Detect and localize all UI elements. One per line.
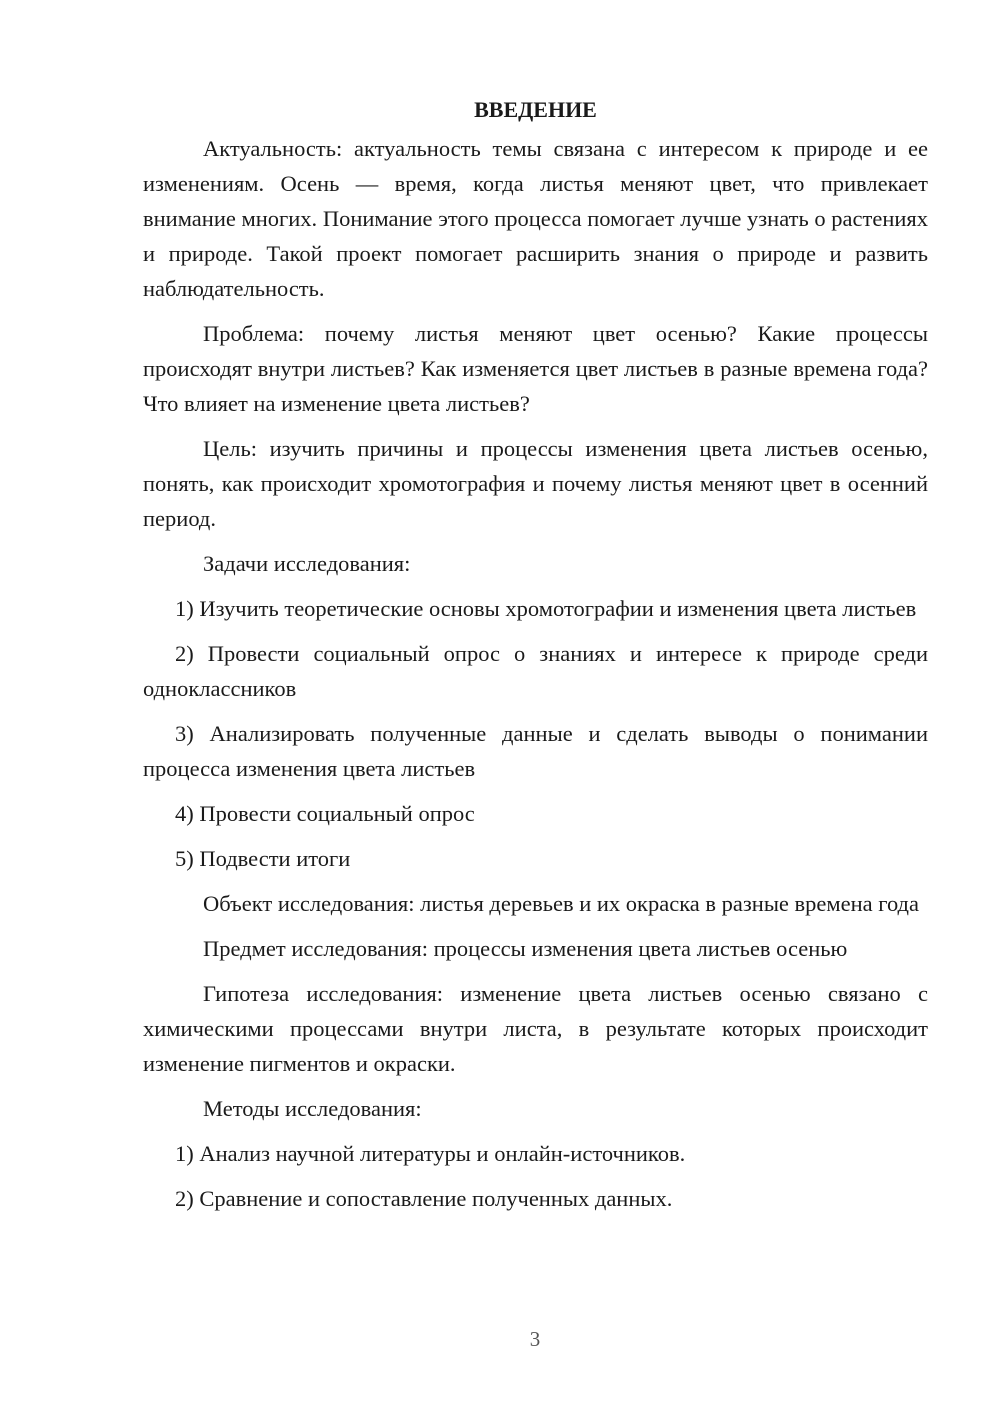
document-page	[143, 92, 928, 1226]
goal-paragraph: Цель: изучить причины и процессы изменения цвета листьев осенью, понять, как происходит хромотография и почему листья меняют цвет в осенний период.	[143, 436, 928, 531]
tasks-heading: Задачи исследования:	[203, 551, 411, 576]
task-item: 5) Подвести итоги	[175, 846, 351, 871]
task-item: 1) Изучить теоретические основы хромотографии и изменения цвета листьев	[175, 596, 917, 621]
object-paragraph: Объект исследования: листья деревьев и их окраска в разные времена года	[203, 891, 919, 916]
task-item: 3) Анализировать полученные данные и сделать выводы о понимании процесса изменения цвета листьев	[143, 721, 928, 781]
task-item: 2) Провести социальный опрос о знаниях и интересе к природе среди одноклассников	[143, 641, 928, 701]
methods-heading: Методы исследования:	[203, 1096, 422, 1121]
method-item: 2) Сравнение и сопоставление полученных данных.	[175, 1186, 673, 1211]
problem-paragraph: Проблема: почему листья меняют цвет осенью? Какие процессы происходят внутри листьев? Как изменяется цвет листьев в разные времена года? Что влияет на изменение цвета листьев?	[143, 321, 928, 416]
method-item: 1) Анализ научной литературы и онлайн-источников.	[175, 1141, 686, 1166]
section-title: ВВЕДЕНИЕ	[474, 97, 597, 122]
subject-paragraph: Предмет исследования: процессы изменения цвета листьев осенью	[203, 936, 848, 961]
page-number: 3	[529, 1327, 541, 1351]
task-item: 4) Провести социальный опрос	[175, 801, 475, 826]
hypothesis-paragraph: Гипотеза исследования: изменение цвета листьев осенью связано с химическими процессами внутри листа, в результате которых происходит изменение пигментов и окраски.	[143, 981, 928, 1076]
relevance-paragraph: Актуальность: актуальность темы связана с интересом к природе и ее изменениям. Осень — время, когда листья меняют цвет, что привлекает внимание многих. Понимание этого процесса помогает лучше узнать о растениях и природе. Такой проект помогает расширить знания о природе и развить наблюдательность.	[143, 136, 928, 301]
